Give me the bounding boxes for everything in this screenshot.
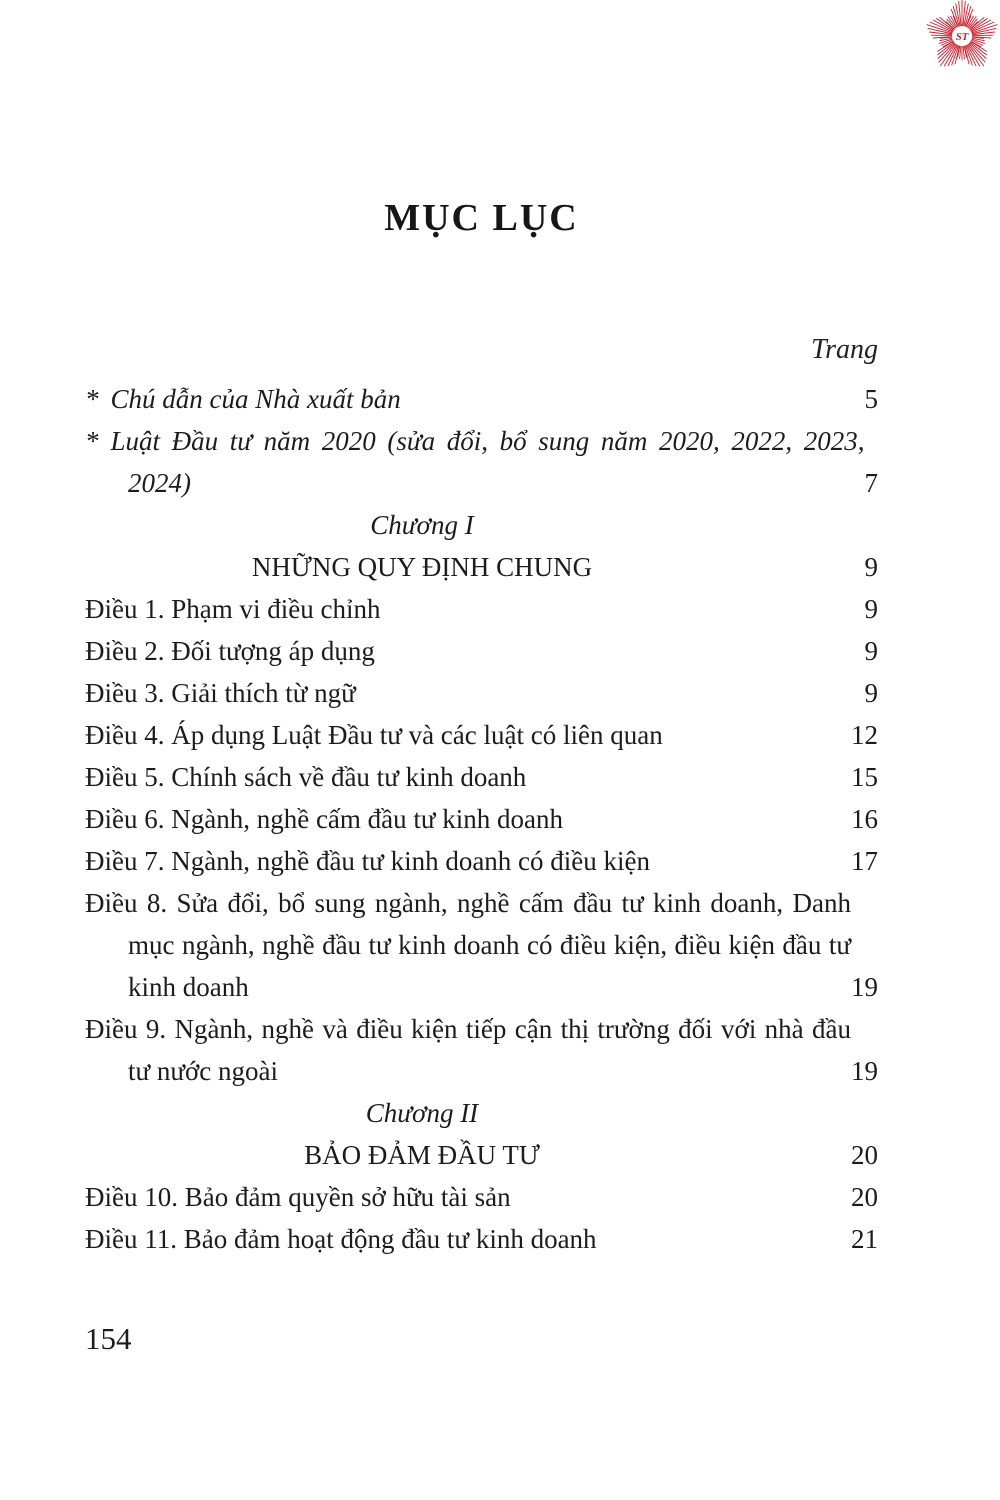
toc-entry xyxy=(85,672,878,714)
entry-label: Điều 8. Sửa đổi, bổ sung ngành, nghề cấm đầu tư kinh doanh, Danh mục ngành, nghề đầu tư kinh doanh có điều kiện, điều kiện đầu tư kinh doanh xyxy=(85,888,851,1002)
chapter-title: NHỮNG QUY ĐỊNH CHUNG xyxy=(251,552,593,582)
toc-entry xyxy=(85,630,878,672)
toc-entry xyxy=(85,420,878,504)
toc-entry xyxy=(85,798,878,840)
entry-page-number: 15 xyxy=(851,762,878,792)
entry-page-number: 12 xyxy=(851,720,878,750)
page-title: MỤC LỤC xyxy=(384,197,579,239)
entry-label: Điều 2. Đối tượng áp dụng xyxy=(85,636,375,666)
toc-entry xyxy=(85,756,878,798)
entry-page-number: 5 xyxy=(864,384,878,414)
entry-page-number: 17 xyxy=(851,846,878,876)
chapter-kicker: Chương I xyxy=(370,510,474,540)
entry-page-number: 9 xyxy=(864,552,878,582)
toc-entry xyxy=(85,378,878,420)
entry-label xyxy=(85,420,865,504)
chapter-kicker: Chương II xyxy=(365,1098,479,1128)
table-of-contents xyxy=(85,378,878,1260)
entry-marker: * xyxy=(85,426,99,456)
entry-page-number: 7 xyxy=(864,468,878,498)
logo-monogram: ST xyxy=(955,31,969,43)
publisher-logo-icon xyxy=(922,0,1000,76)
entry-page-number: 9 xyxy=(864,594,878,624)
entry-label: Điều 9. Ngành, nghề và điều kiện tiếp cận thị trường đối với nhà đầu tư nước ngoài xyxy=(85,1014,851,1086)
toc-entry xyxy=(85,882,878,1008)
entry-page-number: 20 xyxy=(851,1140,878,1170)
entry-label: Điều 10. Bảo đảm quyền sở hữu tài sản xyxy=(85,1182,511,1212)
entry-label xyxy=(85,378,865,420)
entry-label-text: Luật Đầu tư năm 2020 (sửa đổi, bổ sung năm 2020, 2022, 2023, 2024) xyxy=(110,426,865,498)
chapter-title: BẢO ĐẢM ĐẦU TƯ xyxy=(304,1140,540,1170)
entry-label-text: Chú dẫn của Nhà xuất bản xyxy=(110,384,401,414)
toc-entry xyxy=(85,840,878,882)
page-column-header: Trang xyxy=(811,334,878,365)
entry-page-number: 16 xyxy=(851,804,878,834)
entry-page-number: 9 xyxy=(864,678,878,708)
entry-label: Điều 6. Ngành, nghề cấm đầu tư kinh doanh xyxy=(85,804,564,834)
toc-entry xyxy=(85,1218,878,1260)
entry-page-number: 20 xyxy=(851,1182,878,1212)
entry-label: Điều 1. Phạm vi điều chỉnh xyxy=(85,594,381,624)
chapter-title-row xyxy=(85,1134,878,1176)
entry-label: Điều 7. Ngành, nghề đầu tư kinh doanh có điều kiện xyxy=(85,846,651,876)
entry-label: Điều 4. Áp dụng Luật Đầu tư và các luật có liên quan xyxy=(85,720,663,750)
entry-page-number: 21 xyxy=(851,1224,878,1254)
entry-page-number: 19 xyxy=(851,1056,878,1086)
toc-entry xyxy=(85,1008,878,1092)
entry-marker: * xyxy=(85,384,99,414)
entry-label: Điều 3. Giải thích từ ngữ xyxy=(85,678,356,708)
entry-page-number: 19 xyxy=(851,972,878,1002)
footer-page-number: 154 xyxy=(85,1321,132,1356)
entry-label: Điều 5. Chính sách về đầu tư kinh doanh xyxy=(85,762,527,792)
toc-entry xyxy=(85,1176,878,1218)
toc-entry xyxy=(85,588,878,630)
entry-label: Điều 11. Bảo đảm hoạt động đầu tư kinh doanh xyxy=(85,1224,597,1254)
chapter-title-row xyxy=(85,546,878,588)
entry-page-number: 9 xyxy=(864,636,878,666)
toc-entry xyxy=(85,714,878,756)
